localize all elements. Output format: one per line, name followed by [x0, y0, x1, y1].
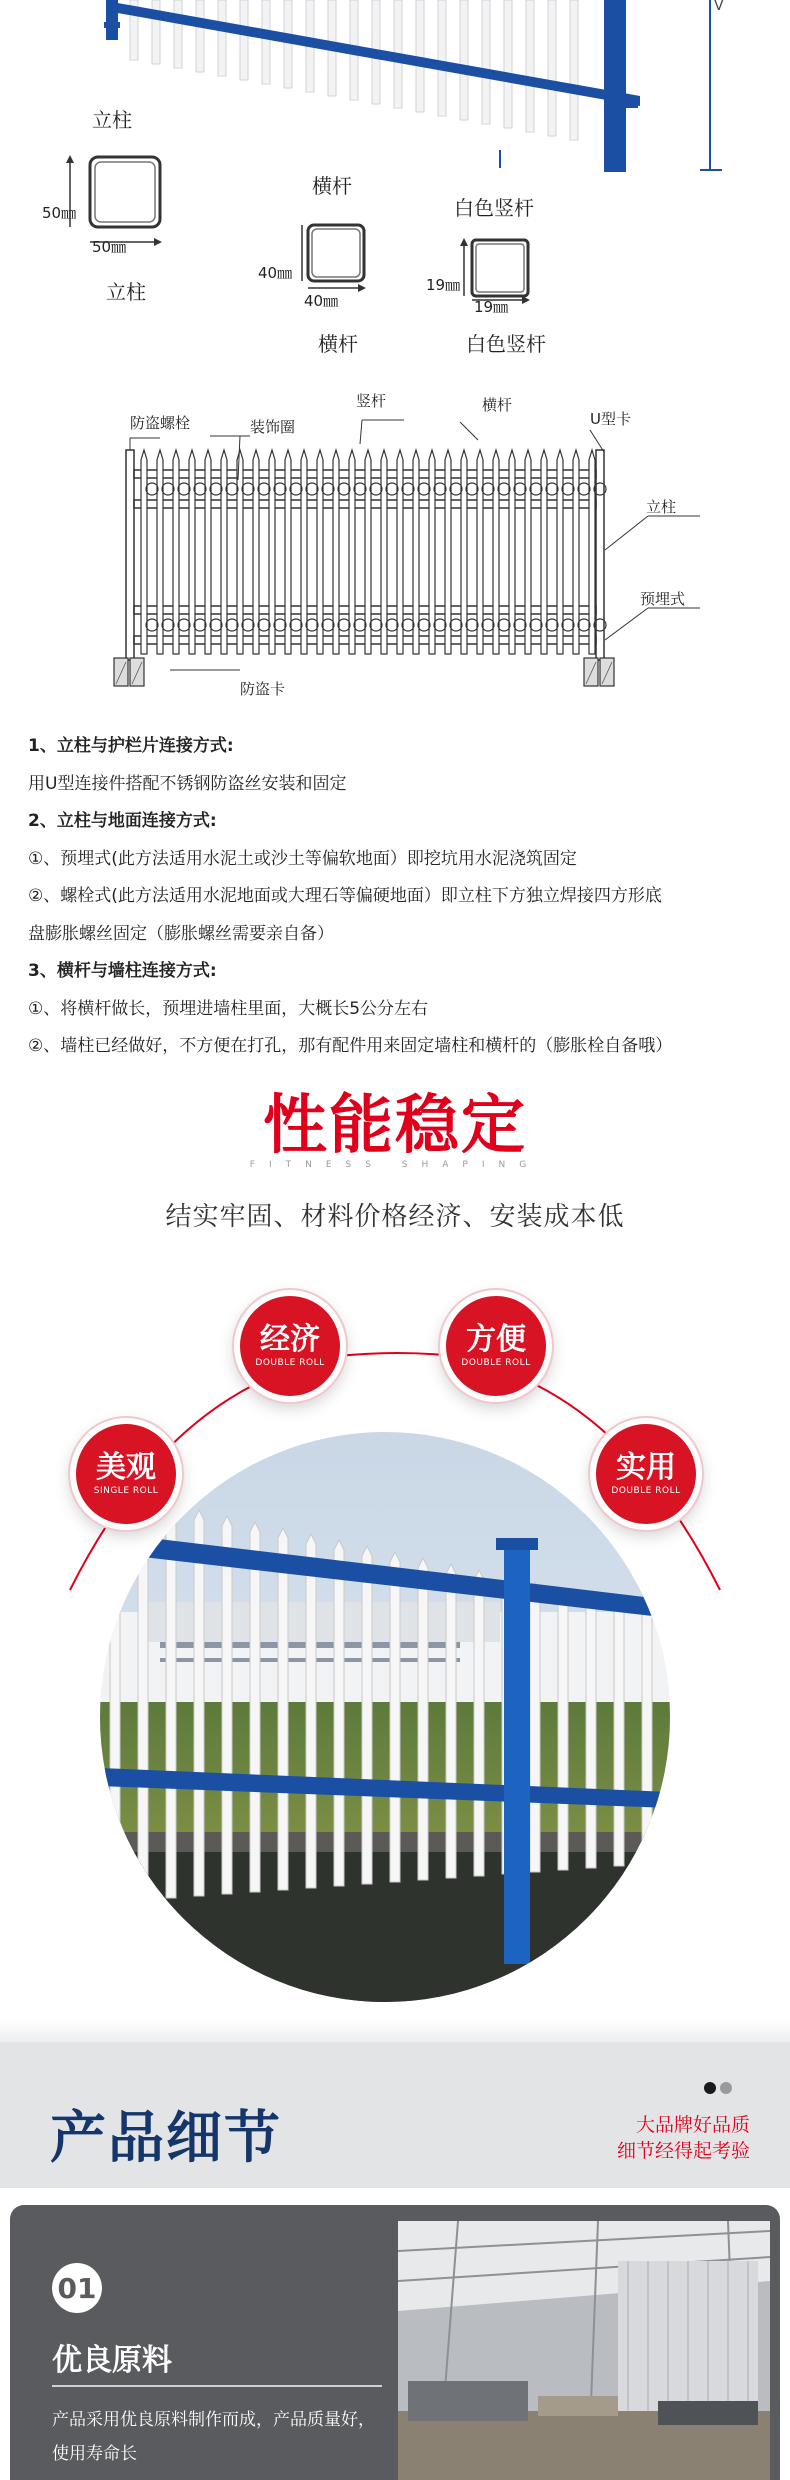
decor-ring — [290, 483, 302, 495]
decor-ring — [354, 483, 366, 495]
badge-sub: SINGLE ROLL — [93, 1486, 159, 1496]
decor-ring — [306, 619, 318, 631]
slider-dots — [704, 2082, 732, 2094]
decor-ring — [370, 619, 382, 631]
decor-ring — [226, 619, 238, 631]
decor-ring — [466, 619, 478, 631]
picket-label: 白色竖杆 — [454, 196, 534, 220]
badge-sub: DOUBLE ROLL — [461, 1358, 531, 1368]
photo-picket — [558, 1588, 568, 1870]
slogan-line-1: 大品牌好品质 — [635, 2114, 750, 2136]
detail-card-raw-material — [10, 2205, 780, 2480]
dot-active[interactable] — [704, 2082, 716, 2094]
decor-ring — [210, 483, 222, 495]
decor-ring — [162, 619, 174, 631]
decor-ring — [546, 619, 558, 631]
card-number: 01 — [52, 2263, 102, 2313]
decor-ring — [274, 619, 286, 631]
install-line: ②、螺栓式(此方法适用水泥地面或大理石等偏硬地面）即立柱下方独立焊接四方形底 — [28, 886, 662, 906]
decor-ring — [434, 619, 446, 631]
post-caption: 立柱 — [106, 280, 146, 304]
photo-picket — [306, 1534, 316, 1888]
rail-label: 横杆 — [312, 174, 352, 198]
install-line: 2、立柱与地面连接方式: — [28, 811, 217, 831]
decor-ring — [194, 619, 206, 631]
decor-ring — [274, 483, 286, 495]
photo-picket — [446, 1564, 456, 1878]
install-line: ①、预埋式(此方法适用水泥土或沙土等偏软地面）即挖坑用水泥浇筑固定 — [28, 848, 577, 869]
section-divider — [0, 2020, 790, 2042]
photo-picket — [530, 1582, 540, 1872]
fence-photo-circle — [100, 1432, 670, 2002]
badge-beautiful — [70, 1418, 182, 1530]
photo-picket — [362, 1546, 372, 1884]
install-line: ②、墙柱已经做好，不方便在打孔，那有配件用来固定墙柱和横杆的（膨胀栓自备哦） — [28, 1036, 673, 1056]
decor-ring — [290, 619, 302, 631]
decor-ring — [210, 619, 222, 631]
badge-practical — [590, 1418, 702, 1530]
badge-convenient — [440, 1290, 552, 1402]
decor-ring — [434, 483, 446, 495]
card-description: 产品采用优良原料制作而成，产品质量好，使用寿命长 — [52, 2410, 375, 2464]
svg-text:V: V — [714, 0, 724, 14]
fence-fragment — [104, 0, 724, 172]
card-title: 优良原料 — [52, 2343, 172, 2378]
post-width-label: 50㎜ — [92, 238, 127, 256]
label-anti-theft-clip: 防盗卡 — [240, 680, 286, 698]
decor-ring — [514, 619, 526, 631]
slogan-line-2: 细节经得起考验 — [616, 2140, 750, 2162]
factory-image — [398, 2221, 770, 2480]
fence-structure-diagram — [100, 390, 700, 710]
decor-ring — [242, 619, 254, 631]
label-embedded: 预埋式 — [640, 590, 686, 608]
badge-sub: DOUBLE ROLL — [611, 1486, 681, 1496]
rail-height-label: 40㎜ — [258, 264, 293, 282]
decor-ring — [546, 483, 558, 495]
decor-ring — [402, 483, 414, 495]
performance-subtitle: FITNESS SHAPING — [249, 1160, 541, 1170]
label-anti-theft-bolt: 防盗螺栓 — [130, 414, 191, 432]
install-line: 3、横杆与墙柱连接方式: — [28, 961, 217, 981]
rail-section-shape — [308, 225, 364, 281]
decor-ring — [578, 483, 590, 495]
decor-ring — [146, 619, 158, 631]
post-label: 立柱 — [92, 108, 132, 132]
badge-title: 美观 — [96, 1450, 156, 1485]
decor-ring — [178, 619, 190, 631]
photo-picket — [614, 1600, 624, 1866]
decor-ring — [322, 483, 334, 495]
decor-ring — [258, 483, 270, 495]
picket-caption: 白色竖杆 — [466, 332, 546, 356]
label-u-clip: U型卡 — [590, 410, 631, 428]
photo-picket — [334, 1540, 344, 1886]
decor-ring — [530, 619, 542, 631]
post-section-shape — [90, 157, 160, 227]
decor-ring — [370, 483, 382, 495]
decor-ring — [482, 619, 494, 631]
decor-ring — [418, 483, 430, 495]
decor-ring — [338, 483, 350, 495]
photo-picket — [642, 1606, 652, 1864]
decor-ring — [450, 483, 462, 495]
performance-title: 性能稳定 — [263, 1089, 527, 1163]
fence-drawing — [100, 390, 700, 710]
rail-width-label: 40㎜ — [304, 292, 339, 310]
badge-title: 实用 — [616, 1450, 676, 1485]
decor-ring — [338, 619, 350, 631]
photo-picket — [474, 1570, 484, 1876]
factory-photo — [398, 2221, 770, 2480]
product-detail-header — [0, 2042, 790, 2188]
picket-height-label: 19㎜ — [426, 276, 461, 294]
decor-ring — [418, 619, 430, 631]
decor-ring — [482, 483, 494, 495]
badge-economy — [234, 1290, 346, 1402]
photo-picket — [390, 1552, 400, 1882]
decor-ring — [450, 619, 462, 631]
decor-ring — [146, 483, 158, 495]
decor-ring — [498, 619, 510, 631]
photo-picket — [222, 1516, 232, 1894]
decor-ring — [258, 619, 270, 631]
badge-title: 经济 — [260, 1322, 320, 1357]
decor-ring — [162, 483, 174, 495]
rail-caption: 横杆 — [318, 332, 358, 356]
picket-section-shape — [472, 240, 528, 296]
decor-ring — [562, 483, 574, 495]
decor-ring — [562, 619, 574, 631]
photo-picket — [166, 1504, 176, 1898]
photo-picket — [194, 1510, 204, 1896]
label-post: 立柱 — [646, 498, 677, 516]
label-rail: 横杆 — [482, 396, 513, 414]
card-divider — [52, 2385, 382, 2387]
photo-picket — [418, 1558, 428, 1880]
fence-photo — [100, 1432, 670, 2002]
badge-sub: DOUBLE ROLL — [255, 1358, 325, 1368]
install-line: 1、立柱与护栏片连接方式: — [28, 736, 234, 756]
post-height-label: 50㎜ — [42, 204, 77, 222]
detail-slogan — [617, 2112, 750, 2164]
decor-ring — [466, 483, 478, 495]
badge-title: 方便 — [466, 1322, 526, 1357]
label-picket: 竖杆 — [356, 392, 387, 410]
photo-picket — [586, 1594, 596, 1868]
decor-ring — [514, 483, 526, 495]
photo-picket — [250, 1522, 260, 1892]
decor-ring — [226, 483, 238, 495]
spec-section — [0, 0, 790, 380]
decor-ring — [530, 483, 542, 495]
decor-ring — [386, 483, 398, 495]
performance-description: 结实牢固、材料价格经济、安装成本低 — [165, 1202, 625, 1232]
picket-width-label: 19㎜ — [474, 298, 509, 316]
fence-top-illustration — [0, 0, 790, 380]
decor-ring — [194, 483, 206, 495]
decor-ring — [498, 483, 510, 495]
install-instructions — [28, 728, 768, 1066]
decor-ring — [178, 483, 190, 495]
label-decor-ring: 装饰圈 — [250, 418, 296, 436]
decor-ring — [354, 619, 366, 631]
decor-ring — [322, 619, 334, 631]
detail-title: 产品细节 — [50, 2106, 282, 2171]
install-line: 用U型连接件搭配不锈钢防盗丝安装和固定 — [28, 773, 347, 794]
decor-ring — [578, 619, 590, 631]
photo-picket — [278, 1528, 288, 1890]
decor-ring — [242, 483, 254, 495]
decor-ring — [386, 619, 398, 631]
install-line: ①、将横杆做长，预埋进墙柱里面，大概长5公分左右 — [28, 998, 429, 1019]
dot-inactive[interactable] — [720, 2082, 732, 2094]
decor-ring — [402, 619, 414, 631]
decor-ring — [306, 483, 318, 495]
install-line: 盘膨胀螺丝固定（膨胀螺丝需要亲自备） — [28, 923, 334, 944]
